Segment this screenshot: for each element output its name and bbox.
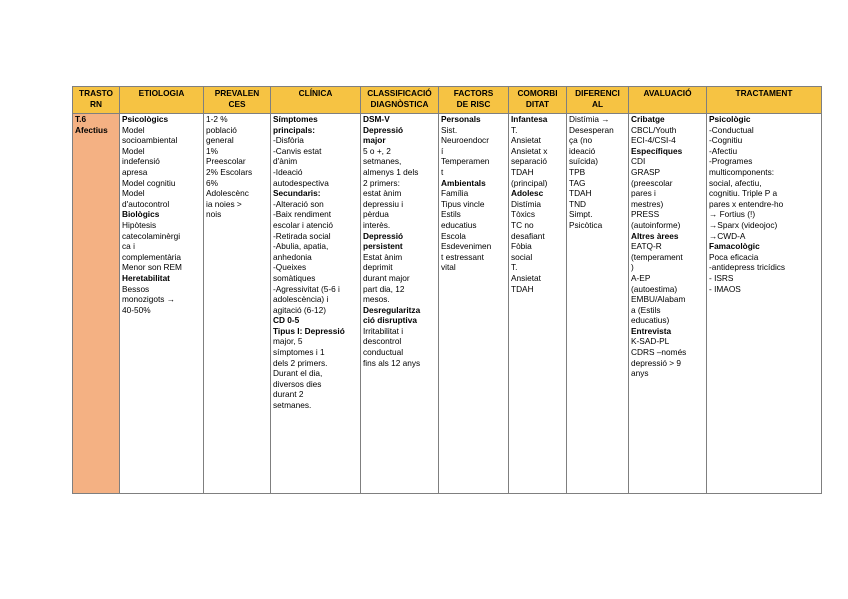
cell-line: conductual xyxy=(363,347,404,358)
cell-line: GRASP xyxy=(631,166,661,177)
cell-line: catecolaminèrgi xyxy=(122,230,181,241)
cell-clinica xyxy=(271,114,361,494)
cell-line: TC no xyxy=(511,219,534,230)
cell-line: Personals xyxy=(441,114,481,124)
cell-line: (autoinforme) xyxy=(631,219,681,230)
cell-line: mesos. xyxy=(363,294,390,305)
cell-line: 6% xyxy=(206,177,218,188)
header-clinica: CLÍNICA xyxy=(271,87,361,114)
cell-line: →CWD-A xyxy=(709,230,746,241)
cell-line: -Conductual xyxy=(709,124,754,135)
header-trastorn: TRASTO RN xyxy=(73,87,120,114)
cell-line: dels 2 primers. xyxy=(273,357,328,368)
cell-trastorn xyxy=(73,114,120,494)
cell-line: Entrevista xyxy=(631,325,672,336)
cell-line: - IMAOS xyxy=(709,283,741,294)
cell-tractament xyxy=(707,114,822,494)
cell-line: -Programes xyxy=(709,156,753,167)
cell-etiologia xyxy=(120,114,204,494)
cell-line: TND xyxy=(569,198,587,209)
header-classificacio: CLASSIFICACIÓ DIAGNÒSTICA xyxy=(361,87,439,114)
header-etiologia: ETIOLOGIA xyxy=(120,87,204,114)
cell-line: Desregularitza xyxy=(363,304,421,315)
cell-line: símptomes i 1 xyxy=(273,347,325,358)
cell-line: CDRS –només xyxy=(631,347,687,358)
cell-line: Tipus I: Depressió xyxy=(273,325,345,336)
cell-line: setmanes. xyxy=(273,400,312,411)
cell-line: Distímia xyxy=(511,198,541,209)
cell-line: Adolescènc xyxy=(206,188,249,199)
cell-line: vital xyxy=(441,262,456,273)
cell-line: Model xyxy=(122,145,145,156)
cell-line: Psicològic xyxy=(709,114,751,124)
header-factors-risc: FACTORS DE RISC xyxy=(439,87,509,114)
cell-line: major, 5 xyxy=(273,336,303,347)
cell-line: A-EP xyxy=(631,272,651,283)
cell-line: Famacològic xyxy=(709,241,760,252)
cell-line: ideació xyxy=(569,145,596,156)
cell-line: Psicòtica xyxy=(569,219,603,230)
cell-line: mestres) xyxy=(631,198,664,209)
cell-line: TDAH xyxy=(511,283,534,294)
cell-diferencial xyxy=(567,114,629,494)
cell-line: Depressió xyxy=(363,124,404,135)
cell-line: - ISRS xyxy=(709,272,734,283)
cell-line: ECI-4/CSI-4 xyxy=(631,135,676,146)
cell-line: Família xyxy=(441,188,469,199)
cell-line: Afectius xyxy=(75,124,108,135)
cell-line: a (Estils xyxy=(631,304,661,315)
cell-line: diversos dies xyxy=(273,378,322,389)
cell-line: TPB xyxy=(569,166,586,177)
cell-line: Ambientals xyxy=(441,177,486,188)
cell-line: pares x entendre-ho xyxy=(709,198,784,209)
cell-line: Cribatge xyxy=(631,114,665,124)
cell-line: Ansietat x xyxy=(511,145,548,156)
cell-line: Secundaris: xyxy=(273,188,321,199)
cell-line: -Abulia, apatia, xyxy=(273,241,329,252)
cell-line: →Sparx (videojoc) xyxy=(709,219,778,230)
cell-line: t estressant xyxy=(441,251,484,262)
cell-line: Tòxics xyxy=(511,209,535,220)
cell-line: Neuroendocr xyxy=(441,135,489,146)
cell-line: Heretabilitat xyxy=(122,272,170,283)
cell-factors-risc xyxy=(439,114,509,494)
cell-line: PRESS xyxy=(631,209,660,220)
cell-line: complementària xyxy=(122,251,182,262)
cell-line: nois xyxy=(206,209,222,220)
cell-line: t xyxy=(441,166,444,177)
cell-line: descontrol xyxy=(363,336,402,347)
cell-line: principals: xyxy=(273,124,315,135)
cell-line: EATQ-R xyxy=(631,241,662,252)
cell-line: monozigots → xyxy=(122,294,176,305)
cell-line: deprimit xyxy=(363,262,393,273)
cell-line: -Agressivitat (5-6 i xyxy=(273,283,340,294)
cell-line: Irritabilitat i xyxy=(363,325,404,336)
cell-line: Altres àrees xyxy=(631,230,679,241)
cell-line: multicomponents: xyxy=(709,166,775,177)
cell-line: -antidepress tricídics xyxy=(709,262,786,273)
cell-line: durant major xyxy=(363,272,410,283)
cell-line: separació xyxy=(511,156,547,167)
cell-line: Ansietat xyxy=(511,135,541,146)
cell-line: 1% xyxy=(206,145,218,156)
cell-line: Distímia → xyxy=(569,114,610,124)
cell-line: -Disfòria xyxy=(273,135,304,146)
cell-line: Ansietat xyxy=(511,272,541,283)
cell-line: TDAH xyxy=(511,166,534,177)
cell-line: Fòbia xyxy=(511,241,532,252)
cell-line: major xyxy=(363,135,386,146)
cell-line: Específiques xyxy=(631,145,683,156)
cell-line: Desesperan xyxy=(569,124,614,135)
cell-line: suïcida) xyxy=(569,156,599,167)
cell-line: Escola xyxy=(441,230,466,241)
cell-line: pares i xyxy=(631,188,656,199)
cell-line: Durant el dia, xyxy=(273,368,323,379)
cell-line: fins als 12 anys xyxy=(363,357,421,368)
cell-classificacio xyxy=(361,114,439,494)
cell-line: CD 0-5 xyxy=(273,315,300,326)
table-row xyxy=(73,114,822,494)
cell-line: pèrdua xyxy=(363,209,389,220)
cell-line: depressió > 9 xyxy=(631,357,682,368)
cell-line: ia noies > xyxy=(206,198,242,209)
cell-line: -Queixes xyxy=(273,262,307,273)
cell-line: Simpt. xyxy=(569,209,593,220)
header-tractament: TRACTAMENT xyxy=(707,87,822,114)
cell-line: apresa xyxy=(122,166,148,177)
cell-line: 1-2 % xyxy=(206,114,228,124)
cell-line: Poca eficacia xyxy=(709,251,759,262)
cell-line: Hipòtesis xyxy=(122,219,157,230)
cell-line: T.6 xyxy=(75,114,87,124)
cell-line: ) xyxy=(631,262,634,273)
cell-line: Psicològics xyxy=(122,114,169,124)
cell-line: Menor son REM xyxy=(122,262,182,273)
disorder-table xyxy=(72,86,822,494)
cell-line: 5 o +, 2 xyxy=(363,145,391,156)
cell-line: depressiu i xyxy=(363,198,404,209)
cell-line: TAG xyxy=(569,177,586,188)
cell-line: durant 2 xyxy=(273,389,304,400)
cell-line: d'ànim xyxy=(273,156,298,167)
cell-line: CBCL/Youth xyxy=(631,124,677,135)
cell-line: Preescolar xyxy=(206,156,246,167)
cell-line: Estils xyxy=(441,209,461,220)
cell-line: T. xyxy=(511,262,518,273)
cell-prevalences xyxy=(204,114,271,494)
cell-line: -Ideació xyxy=(273,166,303,177)
cell-line: agitació (6-12) xyxy=(273,304,327,315)
header-row xyxy=(73,87,822,114)
cell-line: T. xyxy=(511,124,518,135)
cell-line: anhedonia xyxy=(273,251,312,262)
cell-line: educatius xyxy=(441,219,477,230)
cell-line: → Fortius (!) xyxy=(709,209,756,220)
cell-line: (autoestima) xyxy=(631,283,678,294)
cell-line: general xyxy=(206,135,234,146)
cell-line: desafiant xyxy=(511,230,545,241)
cell-line: Infantesa xyxy=(511,114,548,124)
cell-line: 2% Escolars xyxy=(206,166,253,177)
cell-line: educatius) xyxy=(631,315,670,326)
cell-line: -Retirada social xyxy=(273,230,331,241)
cell-line: Tipus vincle xyxy=(441,198,485,209)
cell-avaluacio xyxy=(629,114,707,494)
cell-line: cognitiu. Triple P a xyxy=(709,188,778,199)
cell-line: (principal) xyxy=(511,177,548,188)
cell-line: -Canvis estat xyxy=(273,145,322,156)
cell-line: d'autocontrol xyxy=(122,198,170,209)
cell-line: -Alteració son xyxy=(273,198,324,209)
cell-line: (temperament xyxy=(631,251,683,262)
cell-line: almenys 1 dels xyxy=(363,166,419,177)
header-avaluacio: AVALUACIÓ xyxy=(629,87,707,114)
cell-line: Símptomes xyxy=(273,114,318,124)
cell-line: CDI xyxy=(631,156,646,167)
cell-line: somàtiques xyxy=(273,272,316,283)
cell-line: socioambiental xyxy=(122,135,178,146)
cell-line: escolar i atenció xyxy=(273,219,333,230)
cell-line: -Cognitiu xyxy=(709,135,743,146)
cell-line: í xyxy=(441,145,444,156)
cell-line: -Afectiu xyxy=(709,145,738,156)
cell-line: ció disruptiva xyxy=(363,315,417,326)
cell-line: anys xyxy=(631,368,649,379)
cell-line: setmanes, xyxy=(363,156,402,167)
cell-line: Model cognitiu xyxy=(122,177,176,188)
header-diferencial: DIFERENCI AL xyxy=(567,87,629,114)
cell-line: població xyxy=(206,124,237,135)
cell-line: EMBU/Alabam xyxy=(631,294,686,305)
cell-line: indefensió xyxy=(122,156,160,167)
cell-line: Depressió xyxy=(363,230,404,241)
cell-line: (preescolar xyxy=(631,177,673,188)
cell-line: Bessos xyxy=(122,283,150,294)
cell-line: Model xyxy=(122,124,145,135)
cell-line: -Baix rendiment xyxy=(273,209,332,220)
cell-line: interès. xyxy=(363,219,391,230)
cell-line: Temperamen xyxy=(441,156,490,167)
cell-line: persistent xyxy=(363,241,403,252)
cell-line: 2 primers: xyxy=(363,177,400,188)
cell-line: 40-50% xyxy=(122,304,151,315)
cell-line: Sist. xyxy=(441,124,458,135)
cell-line: part dia, 12 xyxy=(363,283,405,294)
cell-line: K-SAD-PL xyxy=(631,336,670,347)
cell-line: social xyxy=(511,251,533,262)
cell-line: estat ànim xyxy=(363,188,402,199)
cell-line: social, afectiu, xyxy=(709,177,762,188)
header-comorbiditat: COMORBI DITAT xyxy=(509,87,567,114)
header-prevalences: PREVALEN CES xyxy=(204,87,271,114)
cell-line: Esdevenimen xyxy=(441,241,492,252)
cell-line: ca i xyxy=(122,241,135,252)
cell-line: autodespectiva xyxy=(273,177,329,188)
cell-line: ça (no xyxy=(569,135,593,146)
cell-line: Estat ànim xyxy=(363,251,403,262)
cell-comorbiditat xyxy=(509,114,567,494)
cell-line: DSM-V xyxy=(363,114,390,124)
cell-line: Biològics xyxy=(122,209,160,220)
cell-line: Model xyxy=(122,188,145,199)
cell-line: adolescència) i xyxy=(273,294,329,305)
cell-line: TDAH xyxy=(569,188,592,199)
cell-line: Adolesc xyxy=(511,188,544,199)
